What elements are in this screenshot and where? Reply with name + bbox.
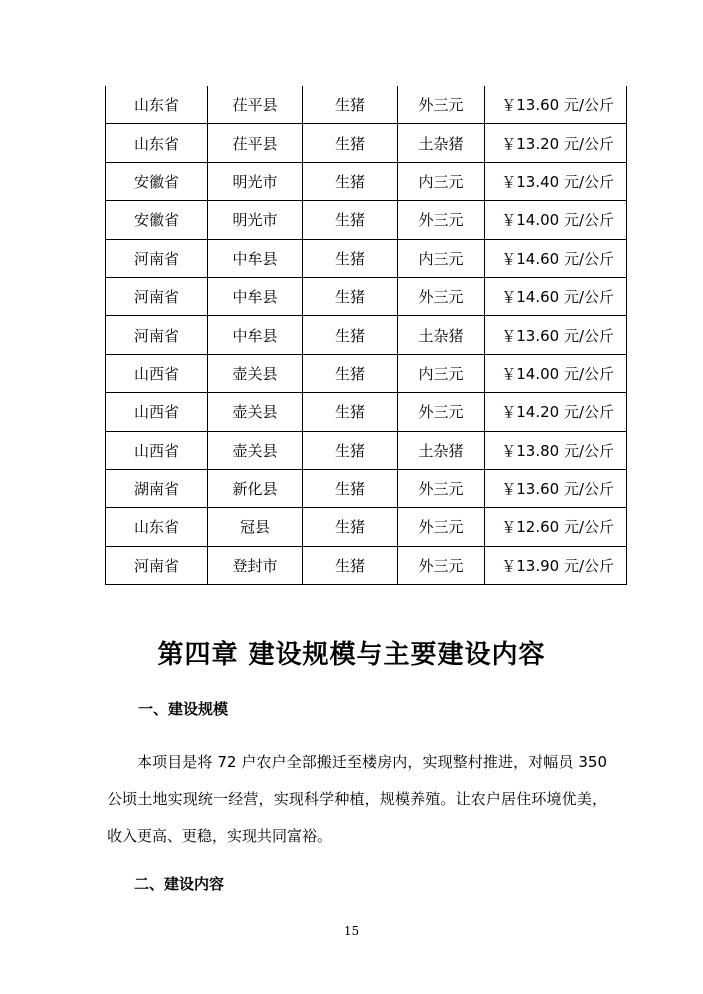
price-cell: ￥14.60 元/公斤 bbox=[485, 277, 627, 315]
product-cell: 生猪 bbox=[303, 354, 398, 392]
price-cell: ￥13.60 元/公斤 bbox=[485, 86, 627, 124]
province-cell: 湖南省 bbox=[106, 469, 208, 507]
province-cell: 河南省 bbox=[106, 277, 208, 315]
county-cell: 登封市 bbox=[208, 546, 303, 584]
price-cell: ￥13.20 元/公斤 bbox=[485, 124, 627, 162]
table-row bbox=[106, 354, 627, 392]
price-table bbox=[105, 86, 627, 585]
section-heading-scale: 一、建设规模 bbox=[138, 700, 229, 718]
product-cell: 生猪 bbox=[303, 201, 398, 239]
province-cell: 山西省 bbox=[106, 354, 208, 392]
province-cell: 山西省 bbox=[106, 393, 208, 431]
product-cell: 生猪 bbox=[303, 239, 398, 277]
county-cell: 冠县 bbox=[208, 508, 303, 546]
table-row bbox=[106, 162, 627, 200]
table-row bbox=[106, 393, 627, 431]
price-cell: ￥14.00 元/公斤 bbox=[485, 354, 627, 392]
province-cell: 河南省 bbox=[106, 239, 208, 277]
table-row bbox=[106, 508, 627, 546]
province-cell: 山东省 bbox=[106, 124, 208, 162]
breed-cell: 内三元 bbox=[398, 354, 485, 392]
county-cell: 中牟县 bbox=[208, 277, 303, 315]
province-cell: 山东省 bbox=[106, 86, 208, 124]
table-row bbox=[106, 431, 627, 469]
product-cell: 生猪 bbox=[303, 124, 398, 162]
page-number: 15 bbox=[343, 924, 360, 938]
county-cell: 新化县 bbox=[208, 469, 303, 507]
province-cell: 山东省 bbox=[106, 508, 208, 546]
county-cell: 明光市 bbox=[208, 162, 303, 200]
table-row bbox=[106, 546, 627, 584]
product-cell: 生猪 bbox=[303, 86, 398, 124]
section-body-scale: 本项目是将 72 户农户全部搬迁至楼房内，实现整村推进，对幅员 350 公顷土地实现统一经营，实现科学种植，规模养殖。让农户居住环境优美，收入更高、更稳，实现共同富裕。 bbox=[107, 753, 607, 845]
product-cell: 生猪 bbox=[303, 316, 398, 354]
county-cell: 壶关县 bbox=[208, 354, 303, 392]
breed-cell: 外三元 bbox=[398, 546, 485, 584]
product-cell: 生猪 bbox=[303, 469, 398, 507]
county-cell: 壶关县 bbox=[208, 431, 303, 469]
breed-cell: 土杂猪 bbox=[398, 124, 485, 162]
product-cell: 生猪 bbox=[303, 162, 398, 200]
chapter-title: 第四章 建设规模与主要建设内容 bbox=[157, 640, 546, 670]
price-cell: ￥13.60 元/公斤 bbox=[485, 316, 627, 354]
price-cell: ￥14.00 元/公斤 bbox=[485, 201, 627, 239]
breed-cell: 外三元 bbox=[398, 469, 485, 507]
county-cell: 中牟县 bbox=[208, 239, 303, 277]
table-row bbox=[106, 86, 627, 124]
province-cell: 安徽省 bbox=[106, 201, 208, 239]
county-cell: 壶关县 bbox=[208, 393, 303, 431]
product-cell: 生猪 bbox=[303, 431, 398, 469]
county-cell: 茌平县 bbox=[208, 124, 303, 162]
table-row bbox=[106, 124, 627, 162]
product-cell: 生猪 bbox=[303, 277, 398, 315]
product-cell: 生猪 bbox=[303, 393, 398, 431]
product-cell: 生猪 bbox=[303, 508, 398, 546]
table-row bbox=[106, 277, 627, 315]
breed-cell: 土杂猪 bbox=[398, 431, 485, 469]
province-cell: 山西省 bbox=[106, 431, 208, 469]
province-cell: 安徽省 bbox=[106, 162, 208, 200]
breed-cell: 内三元 bbox=[398, 162, 485, 200]
table-row bbox=[106, 201, 627, 239]
county-cell: 茌平县 bbox=[208, 86, 303, 124]
breed-cell: 外三元 bbox=[398, 86, 485, 124]
breed-cell: 外三元 bbox=[398, 393, 485, 431]
breed-cell: 外三元 bbox=[398, 508, 485, 546]
price-cell: ￥13.90 元/公斤 bbox=[485, 546, 627, 584]
breed-cell: 土杂猪 bbox=[398, 316, 485, 354]
product-cell: 生猪 bbox=[303, 546, 398, 584]
price-cell: ￥12.60 元/公斤 bbox=[485, 508, 627, 546]
table-row bbox=[106, 239, 627, 277]
province-cell: 河南省 bbox=[106, 546, 208, 584]
price-cell: ￥14.60 元/公斤 bbox=[485, 239, 627, 277]
province-cell: 河南省 bbox=[106, 316, 208, 354]
table-row bbox=[106, 316, 627, 354]
breed-cell: 内三元 bbox=[398, 239, 485, 277]
table-row bbox=[106, 469, 627, 507]
county-cell: 明光市 bbox=[208, 201, 303, 239]
breed-cell: 外三元 bbox=[398, 277, 485, 315]
price-table-body bbox=[106, 86, 627, 585]
price-cell: ￥13.60 元/公斤 bbox=[485, 469, 627, 507]
breed-cell: 外三元 bbox=[398, 201, 485, 239]
price-cell: ￥13.80 元/公斤 bbox=[485, 431, 627, 469]
price-cell: ￥14.20 元/公斤 bbox=[485, 393, 627, 431]
price-cell: ￥13.40 元/公斤 bbox=[485, 162, 627, 200]
county-cell: 中牟县 bbox=[208, 316, 303, 354]
section-heading-content: 二、建设内容 bbox=[134, 875, 225, 893]
